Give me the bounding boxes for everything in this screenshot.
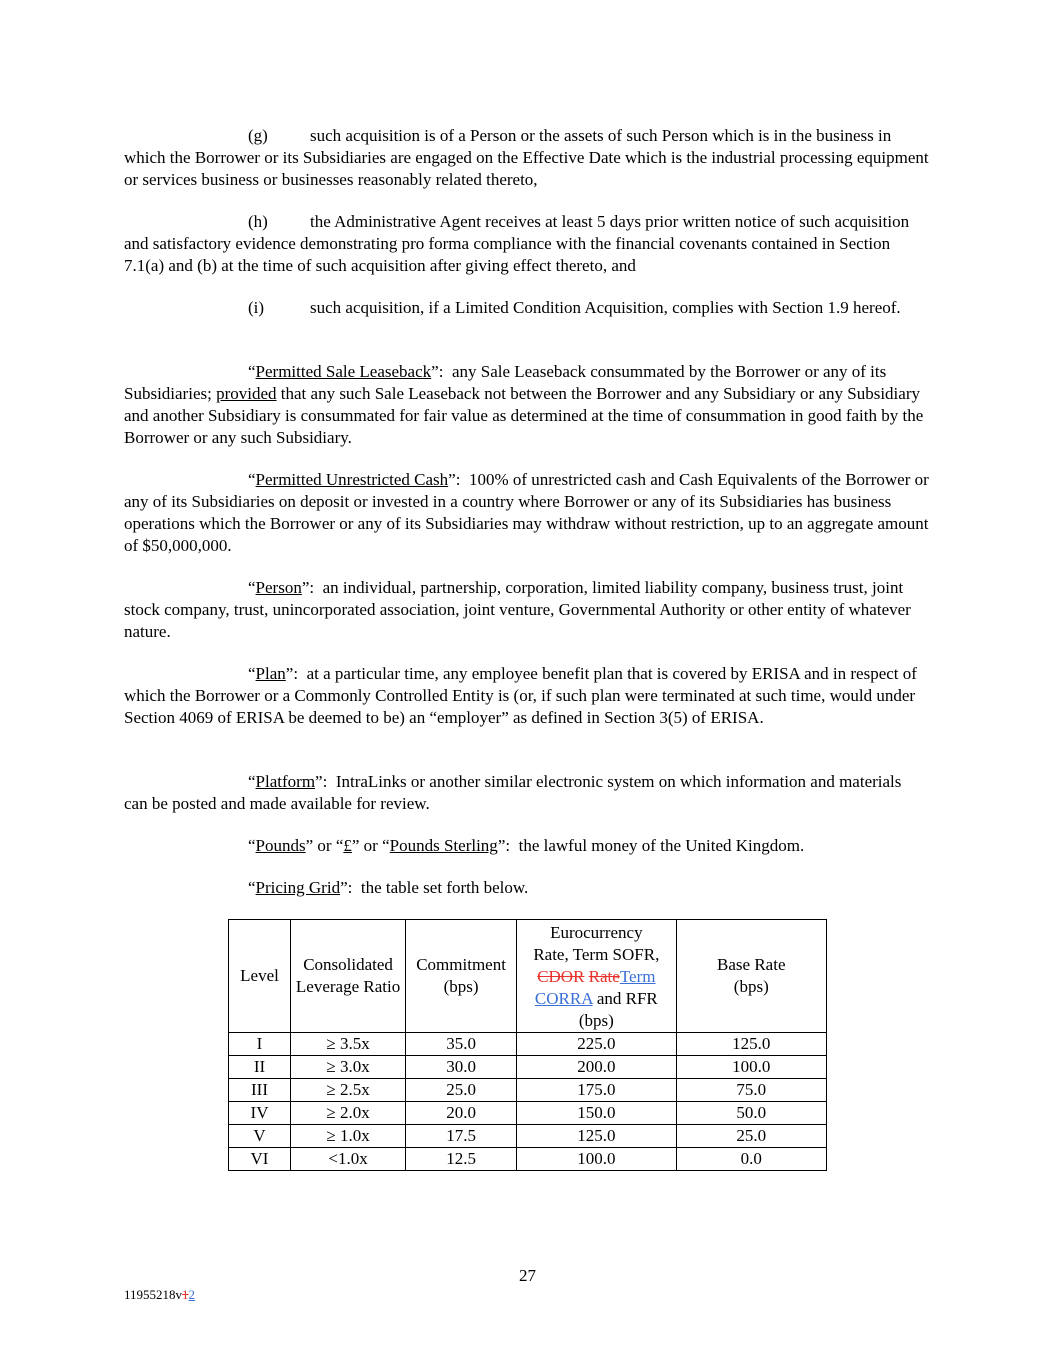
doc-id-text: 11955218v	[124, 1287, 183, 1302]
header-base-rate: Base Rate (bps)	[676, 920, 826, 1033]
definition-text: the table set forth below.	[352, 878, 529, 897]
deleted-text: CDOR	[537, 967, 585, 986]
table-cell: 17.5	[406, 1125, 517, 1148]
quote: “	[248, 664, 256, 683]
definition-text: 100% of unrestricted cash and Cash Equivalents of the Borrower or any of its Subsidiaries on deposit or invested in a country where Borrower or any of its Subsidiaries has business operations which the Borrower or any of its Subsidiaries may withdraw without restriction, up to an aggregate amount of $50,000,000.	[124, 470, 934, 555]
table-cell: 100.0	[676, 1056, 826, 1079]
document-id	[124, 1284, 195, 1306]
table-cell: ≥ 2.5x	[291, 1079, 406, 1102]
table-cell: IV	[229, 1102, 291, 1125]
table-cell: 30.0	[406, 1056, 517, 1079]
inserted-text: Term	[619, 967, 656, 986]
header-ratio: Consolidated Leverage Ratio	[291, 920, 406, 1033]
definition-permitted-unrestricted-cash	[124, 469, 934, 557]
definition-platform	[124, 771, 929, 815]
definition-text: that any such Sale Leaseback not between the Borrower and any Subsidiary or any Subsidiary and another Subsidiary is consummated for fair value as determined at the time of consummation in good faith by the Borrower or any such Subsidiary.	[124, 384, 924, 447]
table-cell: ≥ 3.5x	[291, 1033, 406, 1056]
table-row	[229, 1079, 827, 1102]
deleted-text: 1	[182, 1287, 189, 1302]
paragraph-g	[124, 125, 929, 191]
header-text: Eurocurrency Rate, Term SOFR,	[533, 923, 660, 964]
clause-text: such acquisition, if a Limited Condition Acquisition, complies with Section 1.9 hereof.	[310, 298, 901, 317]
table-cell: 225.0	[517, 1033, 676, 1056]
definition-text: the lawful money of the United Kingdom.	[510, 836, 805, 855]
quote: ”:	[301, 578, 315, 597]
defined-term: Pounds	[255, 836, 306, 855]
paragraph-h	[124, 211, 929, 277]
definition-pounds	[124, 835, 929, 857]
table-cell: 25.0	[406, 1079, 517, 1102]
clause-label: (h)	[248, 212, 268, 231]
header-commitment: Commitment (bps)	[406, 920, 517, 1033]
definition-text: at a particular time, any employee benefit plan that is covered by ERISA and in respect of which the Borrower or a Commonly Controlled Entity is (or, if such plan were terminated at such time, would under Section 4069 of ERISA be deemed to be) an “employer” as defined in Section 3(5) of ERISA.	[124, 664, 922, 727]
quote: “	[248, 836, 256, 855]
defined-term: £	[343, 836, 352, 855]
provided-term: provided	[216, 384, 277, 403]
pricing-grid-table	[228, 919, 827, 1171]
table-cell: 100.0	[517, 1148, 676, 1171]
table-cell: VI	[229, 1148, 291, 1171]
quote: ”:	[315, 772, 328, 791]
table-cell: 20.0	[406, 1102, 517, 1125]
clause-text: such acquisition is of a Person or the assets of such Person which is in the business in which the Borrower or its Subsidiaries are engaged on the Effective Date which is the industrial processing equipment or services business or businesses reasonably related thereto,	[124, 126, 929, 189]
quote: “	[248, 772, 256, 791]
quote: “	[248, 362, 256, 381]
table-cell: ≥ 1.0x	[291, 1125, 406, 1148]
table-cell: 200.0	[517, 1056, 676, 1079]
quote: “	[248, 578, 256, 597]
quote: ”:	[285, 664, 299, 683]
quote: ”:	[448, 470, 461, 489]
table-cell: 50.0	[676, 1102, 826, 1125]
table-row	[229, 1148, 827, 1171]
table-cell: 35.0	[406, 1033, 517, 1056]
table-cell: ≥ 3.0x	[291, 1056, 406, 1079]
inserted-text: 2	[188, 1287, 196, 1302]
table-cell: 150.0	[517, 1102, 676, 1125]
table-row	[229, 1102, 827, 1125]
quote: ”:	[340, 878, 353, 897]
table-cell: 75.0	[676, 1079, 826, 1102]
paragraph-i	[124, 297, 929, 319]
table-cell: 25.0	[676, 1125, 826, 1148]
table-header-row	[229, 920, 827, 1033]
table-cell: 125.0	[676, 1033, 826, 1056]
table-cell: III	[229, 1079, 291, 1102]
table-cell: ≥ 2.0x	[291, 1102, 406, 1125]
table-row	[229, 1033, 827, 1056]
table-cell: 175.0	[517, 1079, 676, 1102]
page-number: 27	[519, 1266, 536, 1285]
definition-text: any Sale Leaseback consummated by the Borrower or any of its Subsidiaries;	[124, 362, 891, 403]
definition-permitted-sale-leaseback	[124, 361, 929, 449]
inserted-text: CORRA	[534, 989, 593, 1008]
clause-text: the Administrative Agent receives at least 5 days prior written notice of such acquisition and satisfactory evidence demonstrating pro forma compliance with the financial covenants contained in Section 7.1(a) and (b) at the time of such acquisition after giving effect thereto, and	[124, 212, 910, 275]
table-cell: I	[229, 1033, 291, 1056]
header-level: Level	[229, 920, 291, 1033]
table-cell: 12.5	[406, 1148, 517, 1171]
quote: “	[248, 878, 256, 897]
table-row	[229, 1056, 827, 1079]
deleted-text: Rate	[588, 967, 620, 986]
table-cell: 0.0	[676, 1148, 826, 1171]
quote: ” or “	[305, 836, 344, 855]
table-row	[229, 1125, 827, 1148]
defined-term: Plan	[255, 664, 286, 683]
quote: ”:	[497, 836, 511, 855]
table-cell: <1.0x	[291, 1148, 406, 1171]
definition-person	[124, 577, 929, 643]
defined-term: Pricing Grid	[255, 878, 341, 897]
defined-term: Permitted Sale Leaseback	[255, 362, 432, 381]
table-cell: II	[229, 1056, 291, 1079]
quote: ”:	[431, 362, 444, 381]
table-cell: 125.0	[517, 1125, 676, 1148]
definition-plan	[124, 663, 929, 729]
defined-term: Permitted Unrestricted Cash	[255, 470, 449, 489]
clause-label: (i)	[248, 298, 265, 317]
header-eurocurrency	[517, 920, 676, 1033]
header-text: and RFR (bps)	[578, 989, 658, 1030]
defined-term: Pounds Sterling	[389, 836, 498, 855]
table-cell: V	[229, 1125, 291, 1148]
definition-text: an individual, partnership, corporation, limited liability company, business trust, joint stock company, trust, unincorporated association, joint venture, Governmental Authority or other entity of whatever nature.	[124, 578, 916, 641]
quote: ” or “	[351, 836, 390, 855]
definition-pricing-grid	[124, 877, 929, 899]
definition-text: IntraLinks or another similar electronic system on which information and materials can be posted and made available for review.	[124, 772, 906, 813]
clause-label: (g)	[248, 126, 268, 145]
defined-term: Person	[255, 578, 302, 597]
quote: “	[248, 470, 256, 489]
defined-term: Platform	[255, 772, 316, 791]
